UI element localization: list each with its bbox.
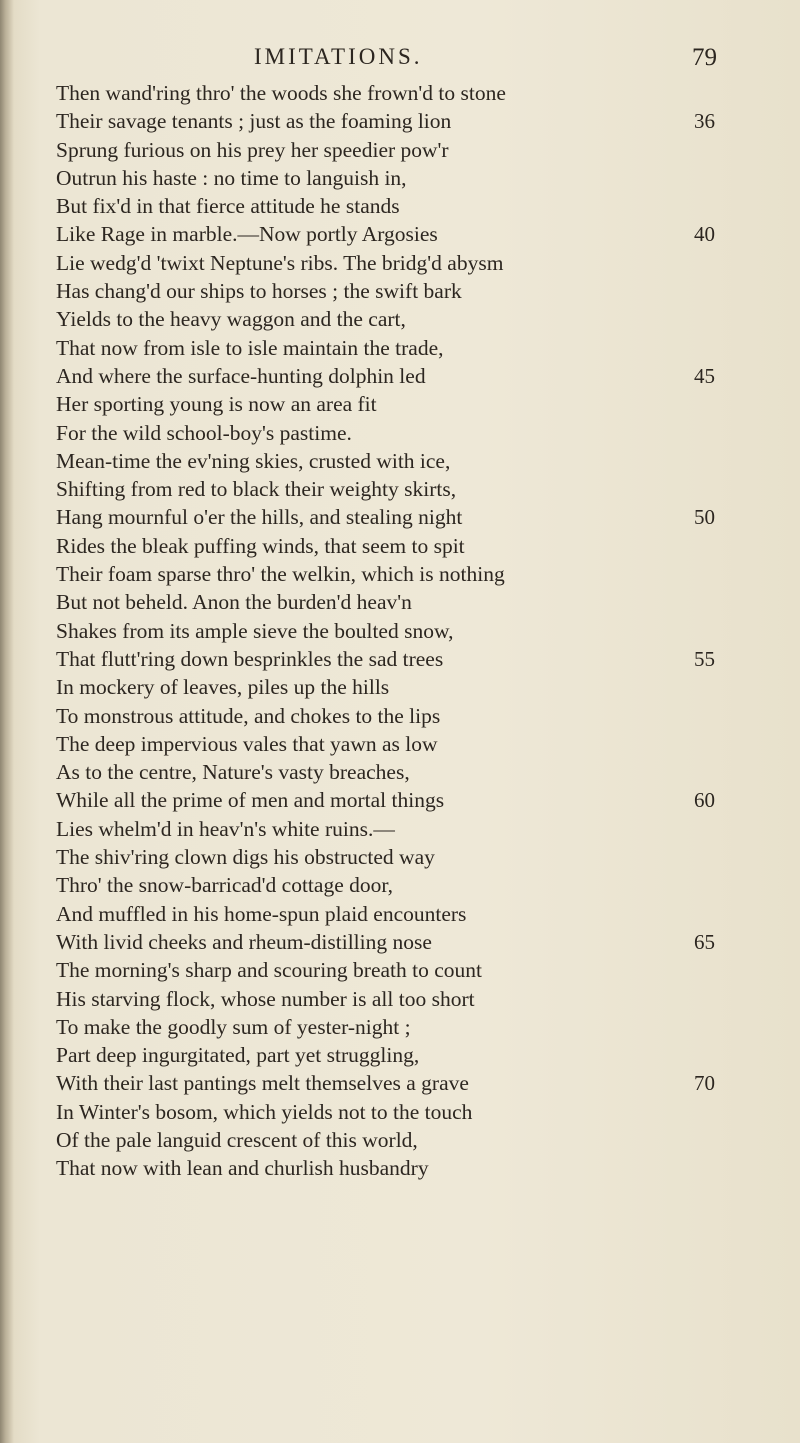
verse-line-text: The shiv'ring clown digs his obstructed way (56, 845, 435, 870)
line-number: 55 (694, 646, 715, 671)
verse-line (56, 758, 776, 786)
verse-line-text: Rides the bleak puffing winds, that seem to spit (56, 533, 465, 558)
verse-line (56, 871, 776, 899)
line-number: 65 (694, 929, 715, 954)
verse-line-text: Has chang'd our ships to horses ; the swift bark (56, 279, 462, 304)
verse-line (56, 390, 776, 418)
verse-line-text: As to the centre, Nature's vasty breaches, (56, 760, 410, 785)
verse-line-text: For the wild school-boy's pastime. (56, 420, 352, 445)
verse-line-text: With their last pantings melt themselves a grave (56, 1071, 469, 1096)
verse-line-text: That flutt'ring down besprinkles the sad trees (56, 646, 444, 671)
verse-line-text: And muffled in his home-spun plaid encounters (56, 901, 467, 926)
verse-line-text: Part deep ingurgitated, part yet struggling, (56, 1043, 420, 1068)
verse-line (56, 192, 776, 220)
verse-line (56, 220, 776, 248)
verse-line-text: Thro' the snow-barricad'd cottage door, (56, 873, 394, 898)
verse-line-text: The deep impervious vales that yawn as low (56, 731, 438, 756)
verse-line-text: Sprung furious on his prey her speedier pow'r (56, 137, 449, 162)
verse-line-text: Mean-time the ev'ning skies, crusted with ice, (56, 448, 451, 473)
verse-line (56, 645, 776, 673)
verse-line (56, 1154, 776, 1182)
verse-line (56, 956, 776, 984)
verse-line (56, 503, 776, 531)
verse-line-text: Hang mournful o'er the hills, and stealing night (56, 505, 463, 530)
verse-line-text: Shakes from its ample sieve the boulted snow, (56, 618, 454, 643)
verse-line (56, 277, 776, 305)
verse-line (56, 985, 776, 1013)
verse-line-text: But not beheld. Anon the burden'd heav'n (56, 590, 412, 615)
verse-line (56, 1013, 776, 1041)
verse-line-text: That now with lean and churlish husbandry (56, 1156, 429, 1181)
verse-line (56, 588, 776, 616)
verse-line-text: To monstrous attitude, and chokes to the lips (56, 703, 441, 728)
verse-line-text: Shifting from red to black their weighty skirts, (56, 477, 457, 502)
verse-line-text: Lies whelm'd in heav'n's white ruins.— (56, 816, 395, 841)
verse-line-text: But fix'd in that fierce attitude he stands (56, 194, 400, 219)
verse-line (56, 560, 776, 588)
verse-line-text: Her sporting young is now an area fit (56, 392, 377, 417)
verse-line (56, 928, 776, 956)
line-number: 70 (694, 1071, 715, 1096)
verse-line-text: Their foam sparse thro' the welkin, which is nothing (56, 562, 505, 587)
verse-line-text: Lie wedg'd 'twixt Neptune's ribs. The bridg'd abysm (56, 250, 504, 275)
verse-line-text: Their savage tenants ; just as the foaming lion (56, 109, 452, 134)
verse-line (56, 136, 776, 164)
verse-line-text: Like Rage in marble.—Now portly Argosies (56, 222, 438, 247)
verse-line (56, 107, 776, 135)
verse-line-text: His starving flock, whose number is all too short (56, 986, 475, 1011)
verse-line-text: And where the surface-hunting dolphin led (56, 363, 426, 388)
verse-line (56, 617, 776, 645)
poem-text (56, 79, 776, 1183)
verse-line (56, 843, 776, 871)
verse-line (56, 1041, 776, 1069)
line-number: 40 (694, 222, 715, 247)
verse-line-text: While all the prime of men and mortal things (56, 788, 445, 813)
running-title: IMITATIONS. (254, 44, 423, 69)
verse-line-text: Of the pale languid crescent of this world, (56, 1127, 418, 1152)
verse-line (56, 702, 776, 730)
line-number: 45 (694, 363, 715, 388)
verse-line (56, 1126, 776, 1154)
verse-line (56, 79, 776, 107)
verse-line-text: In mockery of leaves, piles up the hills (56, 675, 390, 700)
verse-line (56, 673, 776, 701)
line-number: 36 (694, 109, 715, 134)
verse-line (56, 334, 776, 362)
verse-line (56, 475, 776, 503)
verse-line-text: That now from isle to isle maintain the trade, (56, 335, 444, 360)
verse-line (56, 447, 776, 475)
page-header (0, 44, 800, 78)
verse-line (56, 249, 776, 277)
verse-line-text: Outrun his haste : no time to languish in, (56, 165, 407, 190)
verse-line-text: Yields to the heavy waggon and the cart, (56, 307, 406, 332)
verse-line (56, 730, 776, 758)
line-number: 50 (694, 505, 715, 530)
verse-line (56, 419, 776, 447)
verse-line-text: In Winter's bosom, which yields not to the touch (56, 1099, 473, 1124)
verse-line (56, 1098, 776, 1126)
verse-line (56, 786, 776, 814)
verse-line-text: Then wand'ring thro' the woods she frown'd to stone (56, 81, 506, 105)
page-number: 79 (692, 44, 717, 71)
verse-line (56, 362, 776, 390)
verse-line (56, 1069, 776, 1097)
verse-line-text: With livid cheeks and rheum-distilling nose (56, 929, 432, 954)
verse-line (56, 815, 776, 843)
page-gutter-shadow (0, 0, 14, 1443)
verse-line (56, 900, 776, 928)
verse-line-text: The morning's sharp and scouring breath to count (56, 958, 483, 983)
verse-line (56, 164, 776, 192)
line-number: 60 (694, 788, 715, 813)
verse-line-text: To make the goodly sum of yester-night ; (56, 1014, 411, 1039)
verse-line (56, 305, 776, 333)
verse-line (56, 532, 776, 560)
